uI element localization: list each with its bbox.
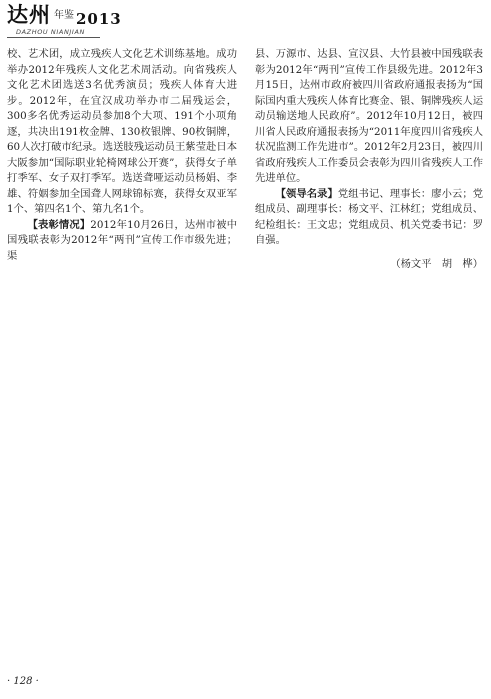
- left-column: [7, 47, 237, 264]
- leadership-text: 党组书记、理事长：廖小云；党组成员、副理事长：杨文平、江林红；党组成员、纪检组长：王文忠；党组成员、机关党委书记：罗自强。: [255, 187, 484, 246]
- commendations-paragraph: [7, 218, 237, 265]
- running-header: [0, 0, 491, 40]
- commendations-heading: 【表彰情况】: [27, 218, 91, 231]
- right-column: [255, 47, 483, 272]
- commendations-text: 2012年10月26日，达州市被中国残联表彰为2012年“两刊”宣传工作市级先进；渠: [7, 218, 238, 262]
- leadership-paragraph: [255, 187, 483, 249]
- author-signature: （杨文平 胡 桦）: [390, 257, 483, 270]
- yearbook-logo-year: 2013: [76, 10, 122, 28]
- yearbook-logo-title: 达州: [7, 3, 51, 27]
- commendations-continued: 县、万源市、达县、宣汉县、大竹县被中国残联表彰为2012年“两刊”宣传工作县级先进。2012年3月15日，达州市政府被四川省政府通报表扬为“国际国内重大残疾人体育比赛金、银、铜牌残疾人运动员输送地人民政府”。2012年10月12日，被四川省人民政府通报表扬为“2011年度四川省残疾人状况监测工作先进市”。2012年2月23日，被四川省政府残疾人工作委员会表彰为四川省残疾人工作先进单位。: [255, 48, 483, 184]
- leadership-heading: 【领导名录】: [275, 187, 338, 200]
- yearbook-logo-pinyin: DAZHOU NIANJIAN: [16, 28, 85, 36]
- header-rule: [7, 37, 100, 38]
- page-number: · 128 ·: [7, 676, 39, 687]
- left-paragraph-continued: 校、艺术团，成立残疾人文化艺术训练基地。成功举办2012年残疾人文化艺术周活动。向省残疾人文化艺术团选送3名优秀演员；残疾人体育大进步。2012年，在宜汉成功举办市二届残运会，300多名优秀运动员参加8个大项、191个小项角逐，共决出191枚金牌、130枚银牌、90枚铜牌，60人次打破市纪录。选送肢残运动员王紫莹赴日本大阪参加“国际职业轮椅网球公开赛”，获得女子单打季军、女子双打季军。选送聋哑运动员杨娟、李雄、符姻参加全国聋人网球锦标赛，获得女双亚军1个、第四名1个、第九名1个。: [7, 48, 237, 215]
- yearbook-logo-subtitle: 年鉴: [54, 10, 74, 21]
